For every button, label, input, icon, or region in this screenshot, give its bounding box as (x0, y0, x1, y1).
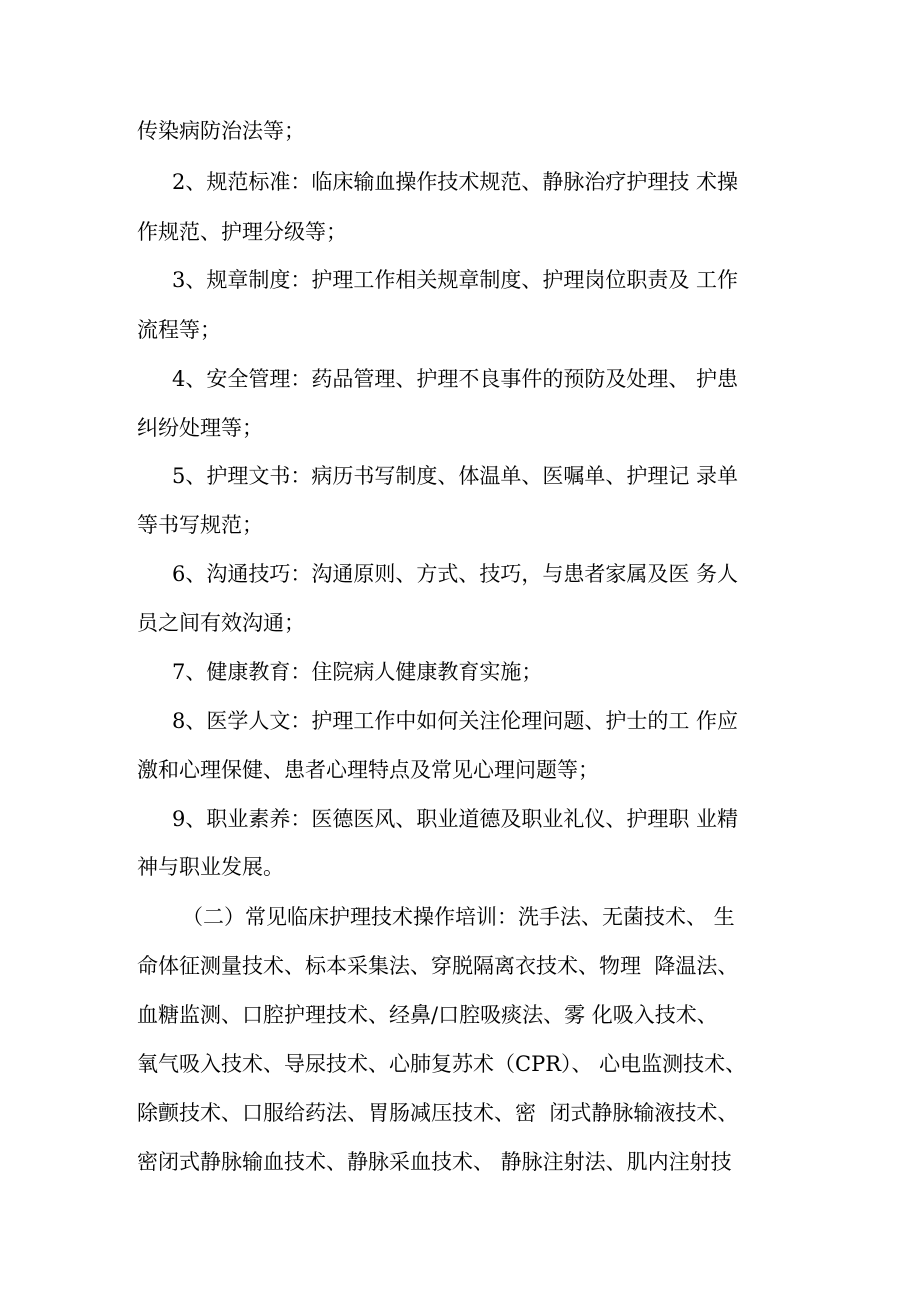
text-line: 等书写规范； (137, 513, 263, 537)
text-line: 作规范、护理分级等； (137, 220, 347, 244)
text-line: 5、护理文书：病历书写制度、体温单、医嘱单、护理记 录单 (172, 464, 739, 488)
text-line: 氧气吸入技术、导尿技术、心肺复苏术（CPR）、 心电监测技术、 (137, 1052, 747, 1076)
text-line: 命体征测量技术、标本采集法、穿脱隔离衣技术、物理 降温法、 (137, 954, 739, 978)
text-line: 7、健康教育：住院病人健康教育实施； (172, 660, 543, 684)
text-line: 传染病防治法等； (137, 119, 305, 143)
text-line: 8、医学人文：护理工作中如何关注伦理问题、护士的工 作应 (172, 709, 739, 733)
text-line: 密闭式静脉输血技术、静脉采血技术、 静脉注射法、肌内注射技 (137, 1150, 732, 1174)
text-line: （二）常见临床护理技术操作培训：洗手法、无菌技术、 生 (182, 905, 735, 929)
text-line: 纠纷处理等； (137, 416, 263, 440)
text-line: 2、规范标准：临床输血操作技术规范、静脉治疗护理技 术操 (172, 170, 739, 194)
text-line: 激和心理保健、患者心理特点及常见心理问题等； (137, 758, 599, 782)
text-line: 除颤技术、口服给药法、胃肠减压技术、密 闭式静脉输液技术、 (137, 1101, 739, 1125)
text-line: 3、规章制度：护理工作相关规章制度、护理岗位职责及 工作 (172, 268, 739, 292)
text-line: 4、安全管理：药品管理、护理不良事件的预防及处理、 护患 (172, 367, 739, 391)
text-line: 流程等； (137, 318, 221, 342)
text-line: 9、职业素养：医德医风、职业道德及职业礼仪、护理职 业精 (172, 807, 739, 831)
text-line: 员之间有效沟通； (137, 611, 305, 635)
text-line: 神与职业发展。 (137, 855, 284, 879)
text-line: 血糖监测、口腔护理技术、经鼻/口腔吸痰法、雾 化吸入技术、 (137, 1003, 718, 1027)
text-line: 6、沟通技巧：沟通原则、方式、技巧，与患者家属及医 务人 (172, 562, 739, 586)
